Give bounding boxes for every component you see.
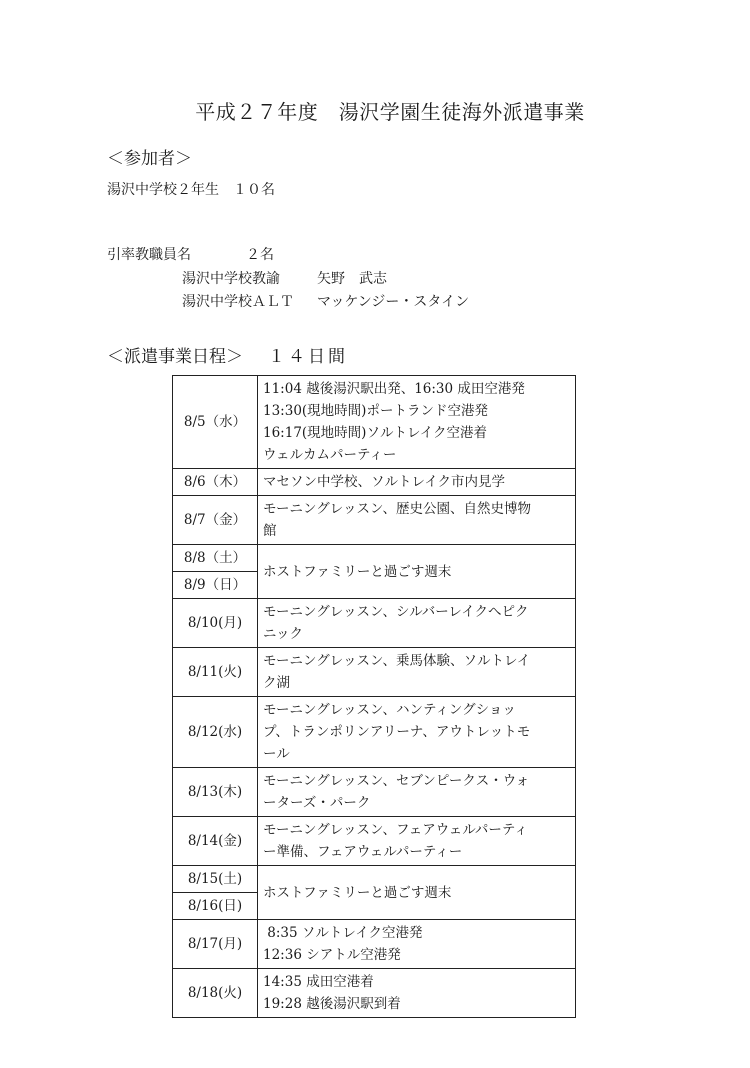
schedule-activities xyxy=(258,768,576,817)
schedule-activities xyxy=(258,376,576,469)
schedule-row xyxy=(173,969,576,1018)
schedule-activity-line: モーニングレッスン、フェアウェルパーティ xyxy=(263,822,528,838)
schedule-row xyxy=(173,599,576,648)
schedule-activities xyxy=(258,469,576,496)
schedule-activities xyxy=(258,697,576,768)
teacher-name: 矢野 武志 xyxy=(317,271,387,287)
schedule-activities xyxy=(258,969,576,1018)
schedule-row xyxy=(173,376,576,469)
schedule-activity-line: 19:28 越後湯沢駅到着 xyxy=(263,996,401,1012)
schedule-activity-line: モーニングレッスン、乗馬体験、ソルトレイ xyxy=(263,653,531,669)
schedule-activity-line: モーニングレッスン、シルバーレイクへピク xyxy=(263,604,529,620)
schedule-activity-line: ホストファミリーと過ごす週末 xyxy=(263,563,452,580)
schedule-date: 8/7（金） xyxy=(173,496,258,545)
schedule-activity-line: プ、トランポリンアリーナ、アウトレットモ xyxy=(263,724,531,740)
schedule-activities xyxy=(258,817,576,866)
schedule-activity-line: 16:17(現地時間)ソルトレイク空港着 xyxy=(263,425,487,441)
schedule-activity-line: モーニングレッスン、セブンピークス・ウォ xyxy=(263,773,530,789)
schedule-row xyxy=(173,768,576,817)
schedule-activity-line: ーターズ・パーク xyxy=(263,795,371,811)
schedule-date: 8/10(月) xyxy=(173,599,258,648)
schedule-date: 8/17(月) xyxy=(173,920,258,969)
schedule-row xyxy=(173,648,576,697)
staff-label: 引率教職員名 xyxy=(107,247,191,263)
document-title: 平成２７年度 湯沢学園生徒海外派遣事業 xyxy=(195,100,585,124)
schedule-date: 8/16(日) xyxy=(173,893,258,920)
schedule-date: 8/8（土） xyxy=(173,545,258,572)
schedule-date: 8/6（木） xyxy=(173,469,258,496)
schedule-date: 8/15(土) xyxy=(173,866,258,893)
schedule-activities xyxy=(258,599,576,648)
schedule-activity-line: 8:35 ソルトレイク空港発 xyxy=(263,925,423,941)
schedule-activity-line: マセソン中学校、ソルトレイク市内見学 xyxy=(263,474,506,490)
schedule-row xyxy=(173,469,576,496)
schedule-date: 8/18(火) xyxy=(173,969,258,1018)
schedule-activity-line: ニック xyxy=(263,626,303,642)
schedule-activity-line: ク湖 xyxy=(263,675,290,691)
schedule-date: 8/9（日） xyxy=(173,572,258,599)
schedule-activity-line: ー準備、フェアウェルパーティー xyxy=(263,844,463,860)
schedule-date: 8/12(水) xyxy=(173,697,258,768)
teacher-role: 湯沢中学校ＡＬＴ xyxy=(182,294,294,310)
schedule-activity-line: ール xyxy=(263,746,290,762)
schedule-date: 8/13(木) xyxy=(173,768,258,817)
schedule-activity-line: 13:30(現地時間)ポートランド空港発 xyxy=(263,403,488,419)
schedule-row xyxy=(173,496,576,545)
participants-line: 湯沢中学校２年生 １０名 xyxy=(107,182,275,198)
staff-count: ２名 xyxy=(246,247,274,263)
schedule-row xyxy=(173,697,576,768)
schedule-activity-line: 12:36 シアトル空港発 xyxy=(263,947,401,963)
schedule-date: 8/5（水） xyxy=(173,376,258,469)
schedule-activity-line: 14:35 成田空港着 xyxy=(263,974,374,990)
schedule-activities xyxy=(258,545,576,599)
schedule-duration: １４日間 xyxy=(268,347,348,367)
schedule-activity-line: モーニングレッスン、歴史公園、自然史博物 xyxy=(263,501,531,517)
participants-heading: ＜参加者＞ xyxy=(107,149,192,169)
schedule-row xyxy=(173,866,576,893)
schedule-table xyxy=(172,375,576,1018)
schedule-activity-line: 館 xyxy=(263,523,277,539)
schedule-heading: ＜派遣事業日程＞ xyxy=(107,347,243,367)
schedule-activities xyxy=(258,648,576,697)
schedule-activity-line: 11:04 越後湯沢駅出発、16:30 成田空港発 xyxy=(263,381,525,397)
schedule-activity-line: ウェルカムパーティー xyxy=(263,447,397,463)
schedule-row xyxy=(173,920,576,969)
teacher-name: マッケンジー・スタイン xyxy=(317,294,470,310)
schedule-activity-line: モーニングレッスン、ハンティングショッ xyxy=(263,702,516,718)
schedule-row xyxy=(173,817,576,866)
schedule-row xyxy=(173,545,576,572)
teacher-role: 湯沢中学校教諭 xyxy=(182,271,280,287)
schedule-date: 8/14(金) xyxy=(173,817,258,866)
schedule-activity-line: ホストファミリーと過ごす週末 xyxy=(263,884,452,901)
schedule-activities xyxy=(258,920,576,969)
schedule-date: 8/11(火) xyxy=(173,648,258,697)
schedule-activities xyxy=(258,866,576,920)
schedule-activities xyxy=(258,496,576,545)
